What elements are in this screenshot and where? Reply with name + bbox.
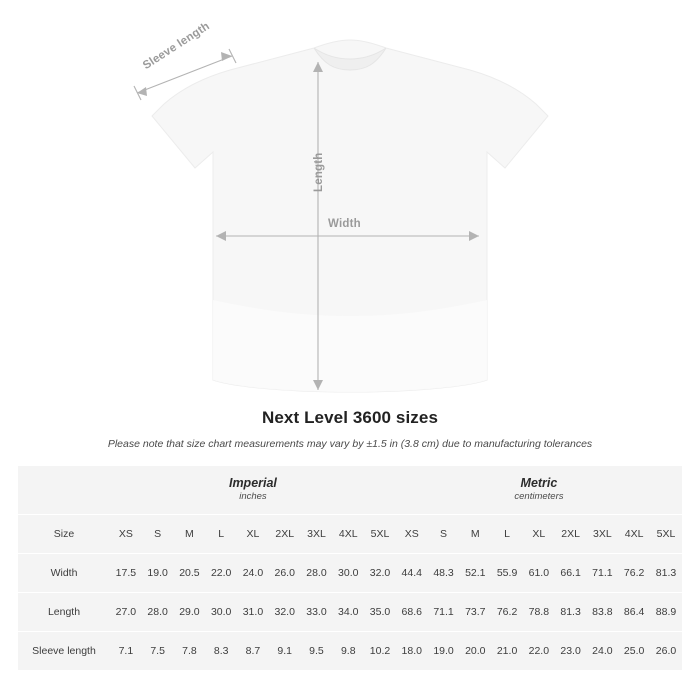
size-cell-imperial-4xl: 4XL (332, 514, 364, 553)
cell-length-imperial-m: 29.0 (174, 592, 206, 631)
cell-sleeve-imperial-s: 7.5 (142, 631, 174, 670)
cell-length-imperial-s: 28.0 (142, 592, 174, 631)
cell-sleeve-imperial-5xl: 10.2 (364, 631, 396, 670)
cell-length-imperial-xl: 31.0 (237, 592, 269, 631)
table-row (18, 553, 682, 592)
cell-width-imperial-xl: 24.0 (237, 553, 269, 592)
cell-width-metric-xl: 61.0 (523, 553, 555, 592)
cell-width-metric-l: 55.9 (491, 553, 523, 592)
cell-sleeve-metric-xs: 18.0 (396, 631, 428, 670)
unit-header-metric (396, 466, 682, 514)
unit-header-row (18, 466, 682, 514)
size-cell-metric-xl: XL (523, 514, 555, 553)
size-cell-metric-l: L (491, 514, 523, 553)
sleeve-length-label: Sleeve length (141, 20, 212, 73)
cell-width-metric-5xl: 81.3 (650, 553, 682, 592)
size-cell-imperial-xs: XS (110, 514, 142, 553)
cell-width-imperial-5xl: 32.0 (364, 553, 396, 592)
row-label-length: Length (18, 592, 110, 631)
size-cell-imperial-5xl: 5XL (364, 514, 396, 553)
unit-header-spacer (18, 466, 110, 514)
cell-sleeve-imperial-4xl: 9.8 (332, 631, 364, 670)
size-cell-metric-5xl: 5XL (650, 514, 682, 553)
cell-width-metric-3xl: 71.1 (586, 553, 618, 592)
cell-sleeve-metric-2xl: 23.0 (555, 631, 587, 670)
cell-length-imperial-3xl: 33.0 (301, 592, 333, 631)
unit-name-imperial: Imperial (228, 475, 277, 490)
cell-sleeve-imperial-3xl: 9.5 (301, 631, 333, 670)
table-row (18, 631, 682, 670)
size-cell-imperial-l: L (205, 514, 237, 553)
cell-sleeve-metric-l: 21.0 (491, 631, 523, 670)
cell-width-metric-4xl: 76.2 (618, 553, 650, 592)
size-table (18, 466, 682, 670)
cell-width-imperial-3xl: 28.0 (301, 553, 333, 592)
unit-name-metric: Metric (520, 475, 558, 490)
size-header-label: Size (18, 514, 110, 553)
cell-length-imperial-4xl: 34.0 (332, 592, 364, 631)
cell-length-metric-s: 71.1 (428, 592, 460, 631)
size-cell-metric-4xl: 4XL (618, 514, 650, 553)
size-cell-metric-m: M (459, 514, 491, 553)
cell-width-imperial-2xl: 26.0 (269, 553, 301, 592)
cell-width-imperial-l: 22.0 (205, 553, 237, 592)
cell-sleeve-metric-5xl: 26.0 (650, 631, 682, 670)
cell-length-metric-3xl: 83.8 (586, 592, 618, 631)
cell-length-imperial-2xl: 32.0 (269, 592, 301, 631)
size-cell-imperial-3xl: 3XL (301, 514, 333, 553)
cell-length-metric-4xl: 86.4 (618, 592, 650, 631)
cell-sleeve-metric-xl: 22.0 (523, 631, 555, 670)
row-label-width: Width (18, 553, 110, 592)
cell-sleeve-metric-4xl: 25.0 (618, 631, 650, 670)
unit-sub-metric: centimeters (514, 491, 564, 503)
cell-sleeve-imperial-m: 7.8 (174, 631, 206, 670)
cell-length-metric-2xl: 81.3 (555, 592, 587, 631)
size-cell-imperial-m: M (174, 514, 206, 553)
cell-width-metric-xs: 44.4 (396, 553, 428, 592)
cell-length-metric-5xl: 88.9 (650, 592, 682, 631)
cell-sleeve-imperial-xl: 8.7 (237, 631, 269, 670)
size-cell-metric-3xl: 3XL (586, 514, 618, 553)
size-cell-metric-xs: XS (396, 514, 428, 553)
size-cell-imperial-xl: XL (237, 514, 269, 553)
size-cell-metric-s: S (428, 514, 460, 553)
shirt-shape (152, 40, 548, 392)
title-block (0, 408, 700, 450)
cell-length-imperial-l: 30.0 (205, 592, 237, 631)
size-cell-imperial-s: S (142, 514, 174, 553)
size-cell-metric-2xl: 2XL (555, 514, 587, 553)
cell-length-imperial-xs: 27.0 (110, 592, 142, 631)
unit-header-imperial (110, 466, 396, 514)
length-label: Length (313, 152, 325, 192)
cell-width-metric-m: 52.1 (459, 553, 491, 592)
page-title: Next Level 3600 sizes (262, 408, 438, 427)
cell-length-metric-xs: 68.6 (396, 592, 428, 631)
cell-length-imperial-5xl: 35.0 (364, 592, 396, 631)
cell-length-metric-xl: 78.8 (523, 592, 555, 631)
cell-sleeve-imperial-xs: 7.1 (110, 631, 142, 670)
size-table-wrapper (18, 466, 682, 670)
cell-sleeve-imperial-l: 8.3 (205, 631, 237, 670)
cell-width-metric-s: 48.3 (428, 553, 460, 592)
cell-sleeve-metric-s: 19.0 (428, 631, 460, 670)
cell-width-imperial-4xl: 30.0 (332, 553, 364, 592)
tolerance-note: Please note that size chart measurements may vary by ±1.5 in (3.8 cm) due to manufacturing tolerances (107, 438, 593, 450)
table-row (18, 592, 682, 631)
cell-length-metric-l: 76.2 (491, 592, 523, 631)
cell-width-imperial-s: 19.0 (142, 553, 174, 592)
cell-sleeve-metric-m: 20.0 (459, 631, 491, 670)
row-label-sleeve-length: Sleeve length (18, 631, 110, 670)
size-cell-imperial-2xl: 2XL (269, 514, 301, 553)
width-label: Width (328, 218, 361, 230)
size-header-row (18, 514, 682, 553)
cell-width-imperial-m: 20.5 (174, 553, 206, 592)
cell-sleeve-metric-3xl: 24.0 (586, 631, 618, 670)
cell-width-imperial-xs: 17.5 (110, 553, 142, 592)
cell-sleeve-imperial-2xl: 9.1 (269, 631, 301, 670)
unit-sub-imperial: inches (239, 491, 267, 503)
cell-length-metric-m: 73.7 (459, 592, 491, 631)
cell-width-metric-2xl: 66.1 (555, 553, 587, 592)
